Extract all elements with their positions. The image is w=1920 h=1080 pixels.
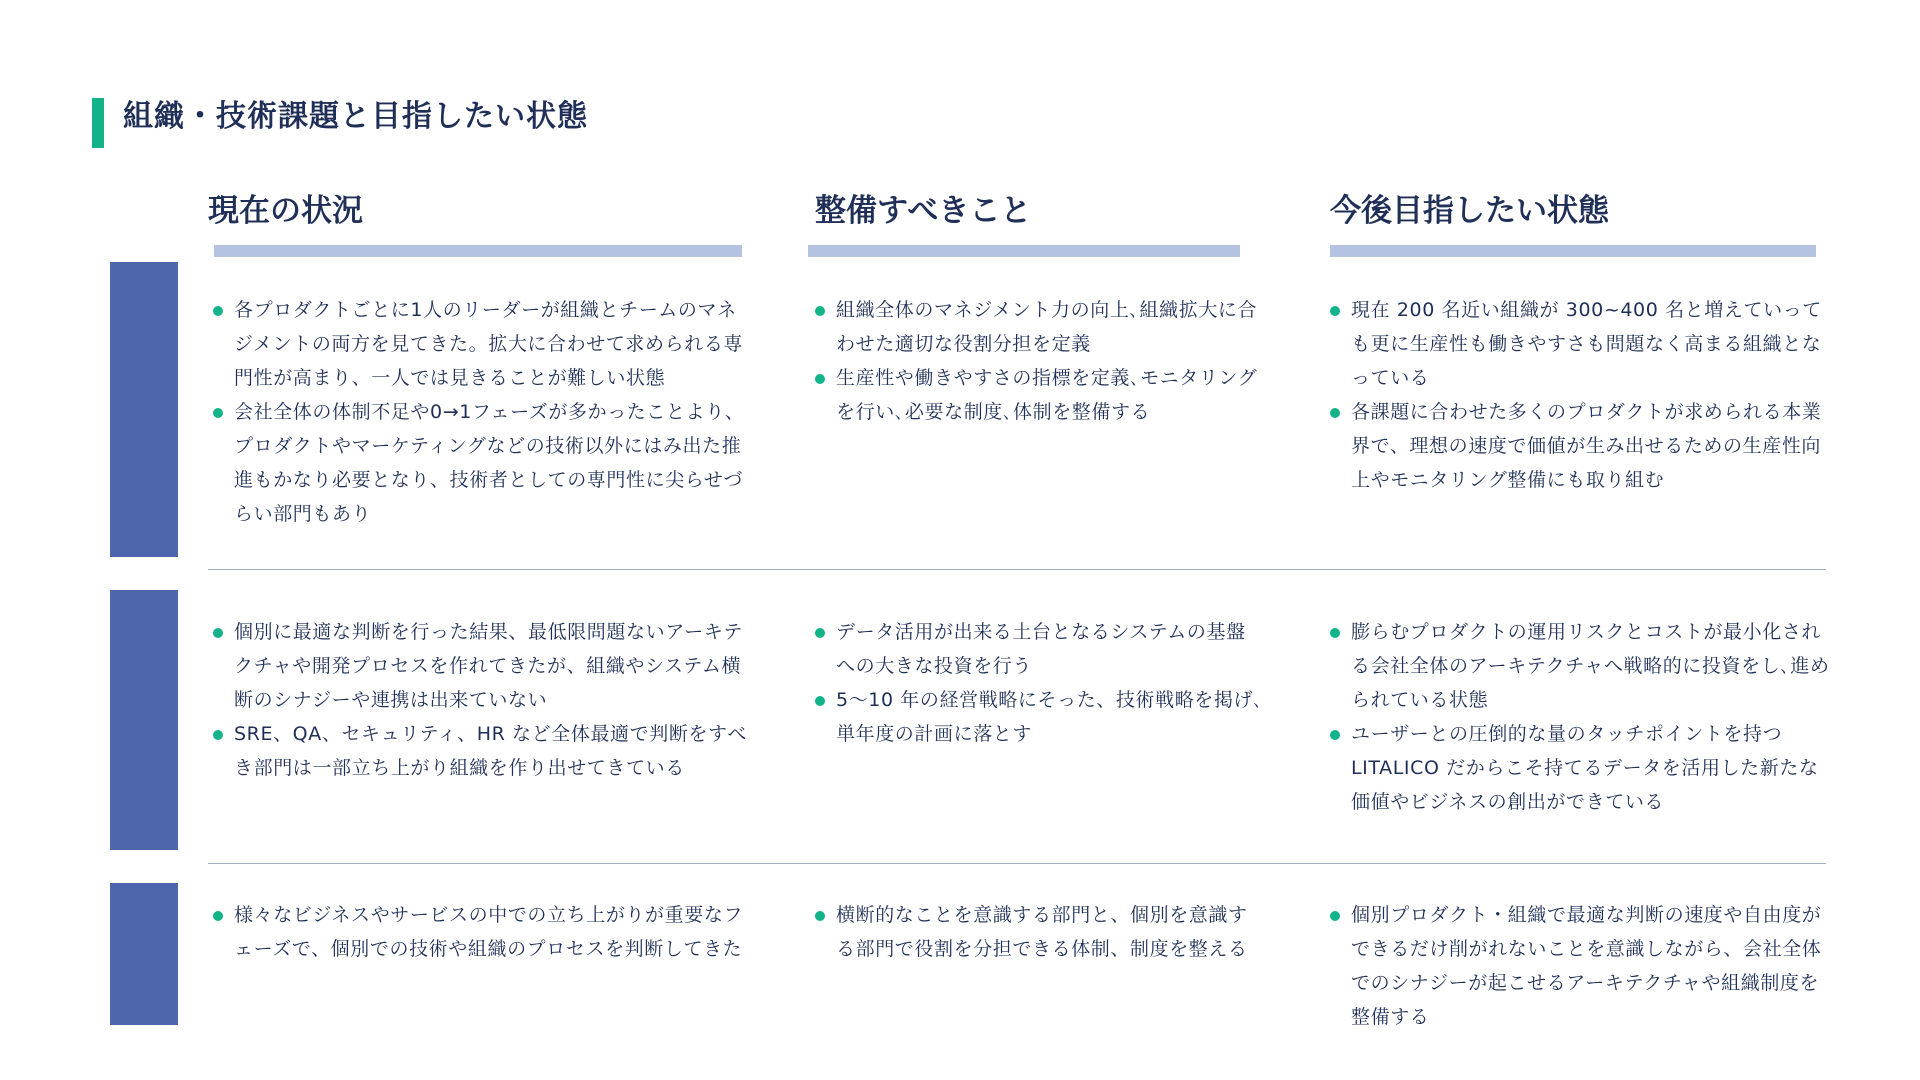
row-3-todo (810, 898, 1265, 966)
list-item: 横断的なことを意識する部門と、個別を意識する部門で役割を分担できる体制、制度を整える (810, 898, 1265, 966)
column-bar-todo (808, 245, 1240, 257)
list-item: 個別に最適な判断を行った結果、最低限問題ないアーキテクチャや開発プロセスを作れてきたが、組織やシステム横断のシナジーや連携は出来ていない (208, 615, 748, 717)
list-item: データ活用が出来る土台となるシステムの基盤への大きな投資を行う (810, 615, 1265, 683)
row-3-goal (1325, 898, 1830, 1034)
row-divider (208, 569, 1826, 570)
row-2-marker (110, 590, 178, 850)
column-header-current: 現在の状況 (208, 193, 363, 229)
row-divider (208, 863, 1826, 864)
list-item: 各課題に合わせた多くのプロダクトが求められる本業界で、理想の速度で価値が生み出せるための生産性向上やモニタリング整備にも取り組む (1325, 395, 1830, 497)
list-item: 各プロダクトごとに1人のリーダーが組織とチームのマネジメントの両方を見てきた。拡大に合わせて求められる専門性が高まり、一人では見きることが難しい状態 (208, 293, 748, 395)
row-1-todo (810, 293, 1265, 429)
row-2-todo (810, 615, 1265, 751)
list-item: 膨らむプロダクトの運用リスクとコストが最小化される会社全体のアーキテクチャへ戦略的に投資をし､進められている状態 (1325, 615, 1830, 717)
row-3-current (208, 898, 748, 966)
row-3-marker (110, 883, 178, 1025)
list-item: 個別プロダクト・組織で最適な判断の速度や自由度ができるだけ削がれないことを意識しながら、会社全体でのシナジーが起こせるアーキテクチャや組織制度を整備する (1325, 898, 1830, 1034)
list-item: 様々なビジネスやサービスの中での立ち上がりが重要なフェーズで、個別での技術や組織のプロセスを判断してきた (208, 898, 748, 966)
row-1-marker (110, 262, 178, 557)
column-bar-goal (1330, 245, 1816, 257)
column-header-goal: 今後目指したい状態 (1330, 193, 1609, 229)
page-title: 組織・技術課題と目指したい状態 (123, 99, 588, 134)
column-header-todo: 整備すべきこと (815, 193, 1032, 229)
row-2-goal (1325, 615, 1830, 819)
list-item: SRE、QA、セキュリティ、HR など全体最適で判断をすべき部門は一部立ち上がり組織を作り出せてきている (208, 717, 748, 785)
title-accent-bar (92, 98, 104, 148)
row-1-current (208, 293, 748, 531)
row-1-goal (1325, 293, 1830, 497)
list-item: 5〜10 年の経営戦略にそった、技術戦略を掲げ､単年度の計画に落とす (810, 683, 1265, 751)
list-item: ユーザーとの圧倒的な量のタッチポイントを持つ LITALICO だからこそ持てるデータを活用した新たな価値やビジネスの創出ができている (1325, 717, 1830, 819)
list-item: 会社全体の体制不足や0→1フェーズが多かったことより、プロダクトやマーケティングなどの技術以外にはみ出た推進もかなり必要となり、技術者としての専門性に尖らせづらい部門もあり (208, 395, 748, 531)
list-item: 組織全体のマネジメント力の向上､組織拡大に合わせた適切な役割分担を定義 (810, 293, 1265, 361)
row-2-current (208, 615, 748, 785)
list-item: 現在 200 名近い組織が 300~400 名と増えていっても更に生産性も働きやすさも問題なく高まる組織となっている (1325, 293, 1830, 395)
column-bar-current (214, 245, 742, 257)
list-item: 生産性や働きやすさの指標を定義､モニタリングを行い､必要な制度､体制を整備する (810, 361, 1265, 429)
